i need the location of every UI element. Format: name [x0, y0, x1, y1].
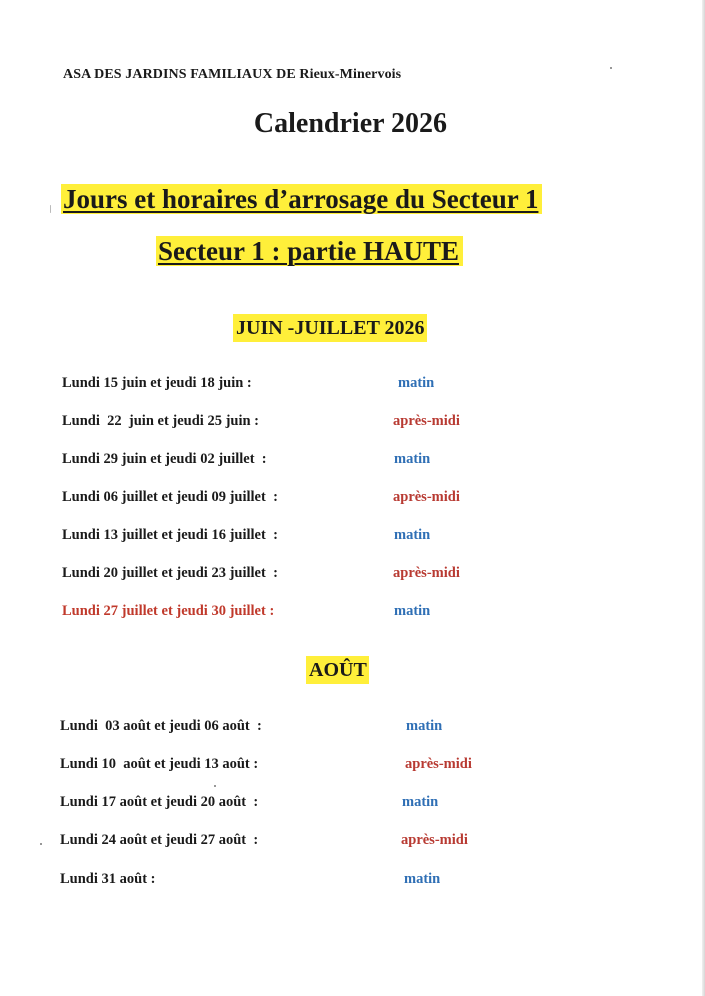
row-slot: matin: [398, 375, 435, 391]
section-title-aout: AOÛT: [306, 656, 369, 684]
row-slot: matin: [402, 794, 439, 810]
schedule-row-highlighted: [0, 603, 705, 625]
schedule-row: [0, 565, 705, 587]
row-slot: matin: [394, 603, 431, 619]
schedule-row: [0, 413, 705, 435]
schedule-row: [0, 794, 705, 816]
schedule-row: [0, 718, 705, 740]
section-title-juin-juillet: JUIN -JUILLET 2026: [233, 314, 427, 342]
row-slot: matin: [406, 718, 443, 734]
watering-schedule-heading: [61, 182, 542, 216]
row-date: Lundi 10 août et jeudi 13 août :: [60, 756, 259, 772]
row-slot: après-midi: [393, 565, 460, 581]
schedule-row: [0, 871, 705, 893]
organization-name: ASA DES JARDINS FAMILIAUX DE Rieux-Minervois: [63, 67, 402, 82]
scan-speck: [214, 785, 216, 787]
row-date: Lundi 06 juillet et jeudi 09 juillet :: [62, 489, 278, 505]
schedule-row: [0, 489, 705, 511]
row-slot: matin: [404, 871, 441, 887]
schedule-row: [0, 832, 705, 854]
row-slot: après-midi: [393, 413, 460, 429]
row-date: Lundi 15 juin et jeudi 18 juin :: [62, 375, 252, 391]
scan-speck: [610, 67, 612, 69]
row-date: Lundi 24 août et jeudi 27 août :: [60, 832, 259, 848]
row-date: Lundi 03 août et jeudi 06 août :: [60, 718, 262, 734]
row-date: Lundi 31 août :: [60, 871, 156, 887]
row-slot: après-midi: [401, 832, 468, 848]
row-slot: après-midi: [405, 756, 472, 772]
row-date: Lundi 13 juillet et jeudi 16 juillet :: [62, 527, 278, 543]
row-date: Lundi 20 juillet et jeudi 23 juillet :: [62, 565, 278, 581]
row-slot: après-midi: [393, 489, 460, 505]
schedule-row: [0, 451, 705, 473]
row-slot: matin: [394, 451, 431, 467]
schedule-row: [0, 375, 705, 397]
sector-heading: [156, 234, 463, 268]
row-date: Lundi 17 août et jeudi 20 août :: [60, 794, 259, 810]
schedule-row: [0, 527, 705, 549]
sector-heading-text: Secteur 1 : partie HAUTE: [156, 236, 463, 266]
row-date: Lundi 22 juin et jeudi 25 juin :: [62, 413, 260, 429]
watering-schedule-heading-text: Jours et horaires d’arrosage du Secteur 1: [61, 184, 542, 214]
row-date: Lundi 29 juin et jeudi 02 juillet :: [62, 451, 267, 467]
calendar-title: Calendrier 2026: [253, 108, 448, 139]
row-date: Lundi 27 juillet et jeudi 30 juillet :: [62, 603, 275, 619]
row-slot: matin: [394, 527, 431, 543]
schedule-row: [0, 756, 705, 778]
scan-speck: [50, 205, 51, 213]
